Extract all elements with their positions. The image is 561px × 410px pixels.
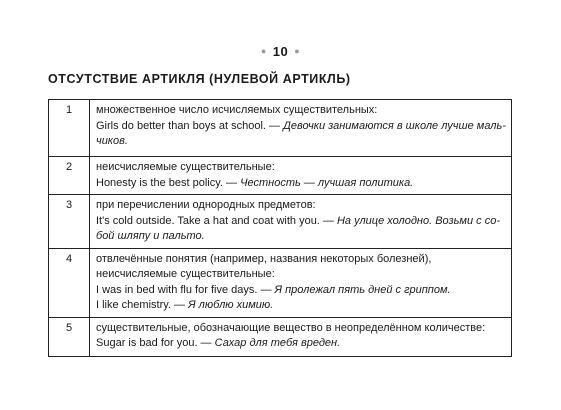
example: [96, 214, 511, 245]
table-row: [49, 100, 512, 157]
example-english: Sugar is bad for you. —: [96, 337, 215, 349]
row-number: 3: [49, 195, 90, 249]
row-content: [90, 195, 512, 249]
example: [96, 336, 511, 352]
example-english: I was in bed with flu for five days. —: [96, 283, 275, 296]
row-content: [90, 100, 512, 157]
rules-table: [48, 99, 512, 357]
page-number: [0, 44, 561, 59]
example-russian: На улице холодно. Возьми с со-бой шляпу и пальто.: [96, 214, 500, 242]
table-row: [49, 317, 512, 356]
example-english: I like chemistry. —: [96, 299, 189, 311]
page-number-value: 10: [272, 44, 289, 59]
row-content: [90, 248, 512, 317]
example-english: Honesty is the best policy. —: [96, 176, 241, 189]
row-number: 4: [49, 248, 90, 317]
row-content: [90, 317, 512, 356]
rule-text: множественное число исчисляемых существительных:: [96, 104, 378, 116]
example-russian: Девочки занимаются в школе лучше маль-чиков.: [96, 119, 506, 147]
table-row: [49, 195, 512, 249]
example: [96, 176, 511, 192]
bullet-left-icon: ●: [260, 46, 267, 56]
example-russian: Сахар для тебя вреден.: [214, 337, 341, 349]
row-content: [90, 157, 512, 195]
example: [96, 298, 511, 314]
example-russian: Я пролежал пять дней с гриппом.: [274, 283, 451, 296]
example-russian: Честность — лучшая политика.: [240, 176, 414, 189]
row-number: 1: [49, 100, 90, 157]
section-title: ОТСУТСТВИЕ АРТИКЛЯ (НУЛЕВОЙ АРТИКЛЬ): [48, 71, 351, 86]
row-number: 5: [49, 317, 90, 356]
example-english: Girls do better than boys at school. —: [96, 119, 284, 132]
example: [96, 283, 511, 299]
rule-text: существительные, обозначающие вещество в неопределённом количестве:: [96, 321, 486, 334]
table-row: [49, 248, 512, 317]
table-row: [49, 157, 512, 195]
row-number: 2: [49, 157, 90, 195]
rule-text: неисчисляемые существительные:: [96, 161, 275, 173]
rule-text: при перечислении однородных предметов:: [96, 199, 316, 211]
example-english: It's cold outside. Take a hat and coat with you. —: [96, 214, 337, 227]
example-russian: Я люблю химию.: [188, 299, 274, 311]
bullet-right-icon: ●: [294, 46, 301, 56]
rule-text: отвлечённые понятия (например, названия некоторых болезней), неисчисляемые существительные:: [96, 252, 432, 280]
example: [96, 119, 511, 150]
